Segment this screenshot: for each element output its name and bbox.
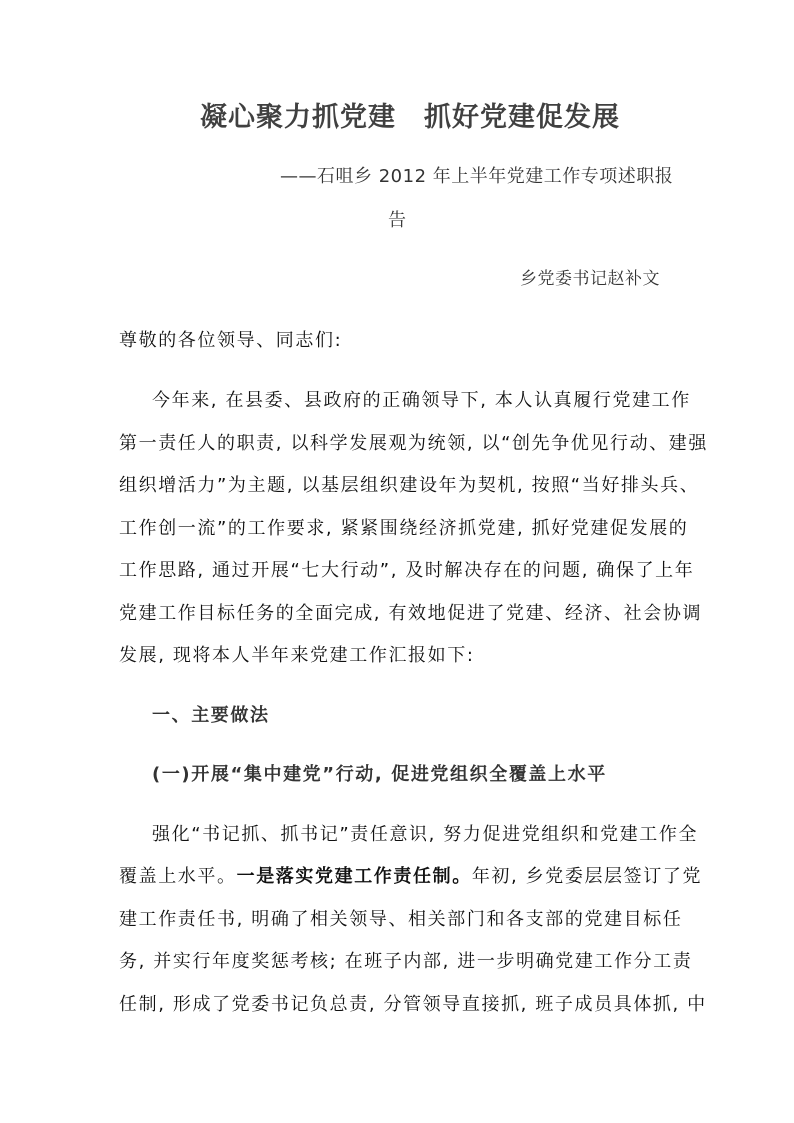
title-part-2: 抓好党建促发展 [424,102,620,133]
paragraph-line [119,864,702,890]
paragraph-line: 工作创一流”的工作要求, 紧紧围绕经济抓党建, 抓好党建促发展的 [119,518,689,539]
paragraph-line: 党建工作目标任务的全面完成, 有效地促进了党建、经济、社会协调 [119,603,703,624]
title-part-1: 凝心聚力抓党建 [200,102,396,133]
section-heading: 一、主要做法 [152,705,270,726]
paragraph-line: 任制, 形成了党委书记负总责, 分管领导直接抓, 班子成员具体抓, 中 [119,994,707,1015]
paragraph-line: 组织增活力”为主题, 以基层组织建设年为契机, 按照“当好排头兵、 [119,475,700,496]
paragraph-line: 今年来, 在县委、县政府的正确领导下, 本人认真履行党建工作 [152,390,691,411]
paragraph-line: 发展, 现将本人半年来党建工作汇报如下: [119,645,475,666]
author-line: 乡党委书记赵补文 [520,269,660,289]
paragraph-line: 第一责任人的职责, 以科学发展观为统领, 以“创先争优见行动、建强 [119,433,709,454]
document-subtitle: ——石咀乡 2012 年上半年党建工作专项述职报 [280,166,674,187]
paragraph-line: 工作思路, 通过开展“七大行动”, 及时解决存在的问题, 确保了上年 [119,560,695,581]
subsection-heading: (一)开展“集中建党”行动, 促进党组织全覆盖上水平 [152,764,607,785]
text-run: 年初, 乡党委层层签订了党 [471,866,703,887]
bold-text-run: 一是落实党建工作责任制。 [236,866,472,887]
paragraph-line: 强化“书记抓、抓书记”责任意识, 努力促进党组织和党建工作全 [152,824,699,845]
paragraph-line: 务, 并实行年度奖惩考核; 在班子内部, 进一步明确党建工作分工责 [119,951,693,972]
paragraph-line: 建工作责任书, 明确了相关领导、相关部门和各支部的党建目标任 [119,909,683,930]
text-run: 覆盖上水平。 [119,866,237,887]
document-title [200,98,660,138]
document-subtitle-continuation: 告 [388,210,406,231]
salutation: 尊敬的各位领导、同志们: [119,330,343,351]
